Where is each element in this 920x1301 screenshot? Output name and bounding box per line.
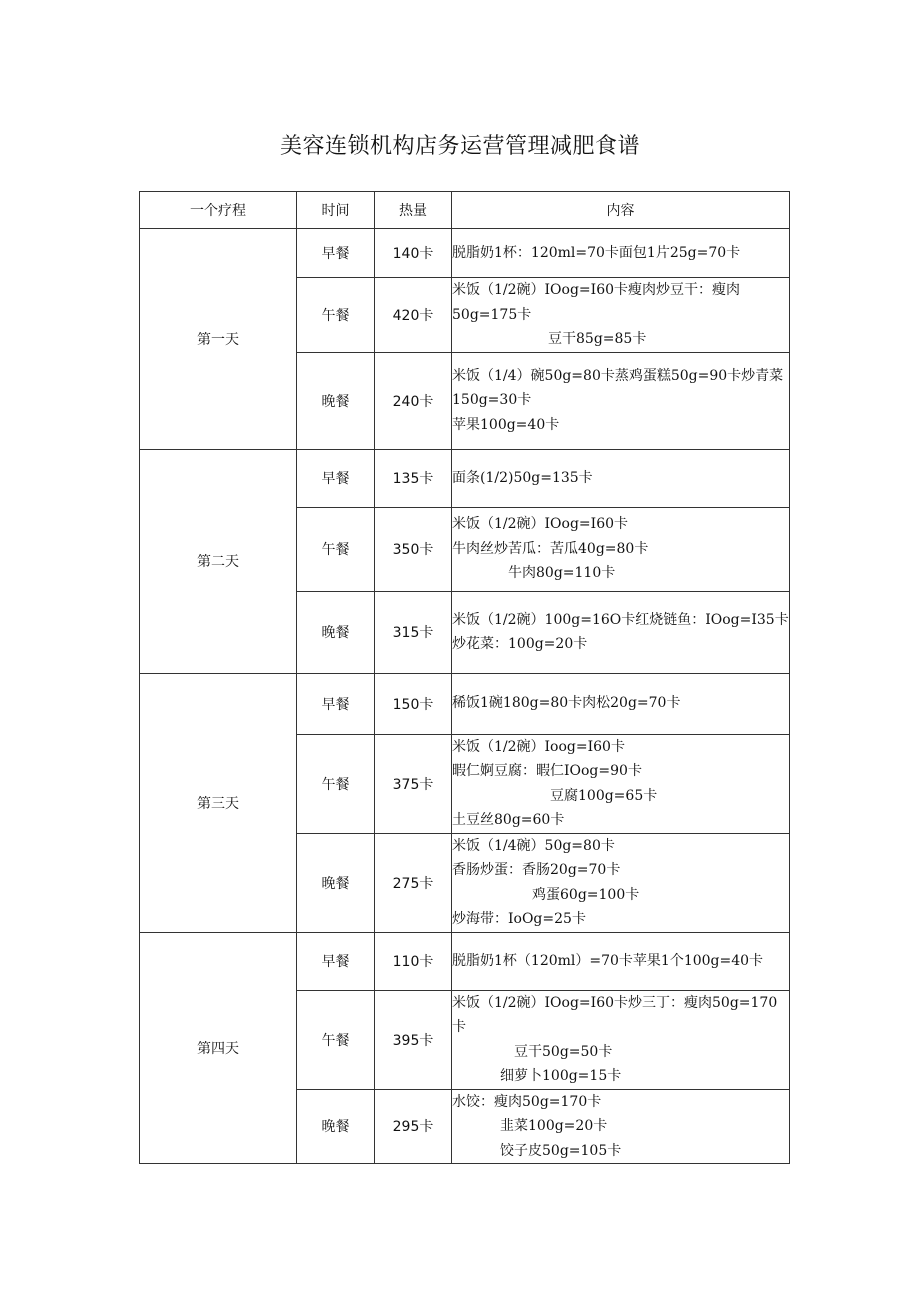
content-line: 米饭（1/2碗）IOog=I60卡瘦肉炒豆干：瘦肉50g=175卡 [452,282,741,323]
diet-table [139,191,790,1164]
content-line: 炒海带：IoOg=25卡 [452,911,586,927]
header-calories: 热量 [375,192,452,229]
meal-content [452,990,790,1089]
content-line: 牛肉80g=110卡 [508,565,616,582]
content-line: 香肠炒蛋：香肠20g=70卡 [452,862,621,878]
calorie-value: 350卡 [375,507,452,591]
day-label: 第二天 [140,449,297,673]
content-line: 水饺：瘦肉50g=170卡 [452,1093,602,1110]
meal-label: 早餐 [297,673,375,734]
meal-content [452,352,790,449]
meal-label: 晚餐 [297,352,375,449]
meal-content [452,673,790,734]
meal-label: 早餐 [297,449,375,507]
content-line: 土豆丝80g=60卡 [452,812,565,828]
meal-content [452,507,790,591]
content-line: 鸡蛋60g=100卡 [532,886,640,903]
content-line: 米饭（1/2碗）IOog=I60卡炒三丁：瘦肉50g=170卡 [452,994,778,1035]
table-row [140,449,790,507]
meal-label: 晚餐 [297,833,375,932]
page-title: 美容连锁机构店务运营管理减肥食谱 [279,134,640,159]
content-line: 牛肉丝炒苦瓜：苦瓜40g=80卡 [452,540,649,557]
calorie-value: 295卡 [375,1089,452,1164]
calorie-value: 110卡 [375,932,452,990]
meal-label: 早餐 [297,932,375,990]
table-row [140,229,790,278]
calorie-value: 135卡 [375,449,452,507]
header-time: 时间 [297,192,375,229]
calorie-value: 395卡 [375,990,452,1089]
content-line: 豆干85g=85卡 [548,331,647,347]
meal-label: 午餐 [297,278,375,353]
content-line: 脱脂奶1杯：120ml=70卡面包1片25g=70卡 [452,244,741,261]
calorie-value: 140卡 [375,229,452,278]
day-label: 第三天 [140,673,297,932]
table-row [140,673,790,734]
calorie-value: 420卡 [375,278,452,353]
content-line: 豆腐100g=65卡 [550,787,658,804]
meal-label: 晚餐 [297,1089,375,1164]
content-line: 韭菜100g=20卡 [500,1118,608,1134]
content-line: 米饭（1/2碗）Ioog=I60卡 [452,738,625,755]
content-line: 炒花菜：100g=20卡 [452,636,588,652]
content-line: 豆干50g=50卡 [514,1043,613,1060]
day-label: 第一天 [140,229,297,450]
meal-label: 早餐 [297,229,375,278]
meal-label: 午餐 [297,734,375,833]
content-line: 细萝卜100g=15卡 [500,1068,622,1084]
meal-label: 午餐 [297,507,375,591]
calorie-value: 375卡 [375,734,452,833]
content-line: 米饭（1/4碗）50g=80卡 [452,837,615,854]
calorie-value: 240卡 [375,352,452,449]
day-label: 第四天 [140,932,297,1164]
content-line: 苹果100g=40卡 [452,416,560,433]
meal-label: 晚餐 [297,591,375,673]
meal-content [452,932,790,990]
meal-content [452,833,790,932]
content-line: 暇仁婀豆腐：暇仁IOog=90卡 [452,763,642,779]
meal-label: 午餐 [297,990,375,1089]
calorie-value: 275卡 [375,833,452,932]
meal-content [452,278,790,353]
content-line: 稀饭1碗180g=80卡肉松20g=70卡 [452,695,681,712]
calorie-value: 150卡 [375,673,452,734]
meal-content [452,1089,790,1164]
meal-content [452,591,790,673]
table-row [140,932,790,990]
content-line: 脱脂奶1杯（120ml）=70卡苹果1个100g=40卡 [452,952,764,969]
meal-content [452,734,790,833]
header-row [140,192,790,229]
calorie-value: 315卡 [375,591,452,673]
content-line: 米饭（1/4）碗50g=80卡蒸鸡蛋糕50g=90卡炒青菜150g=30卡 [452,367,784,409]
content-line: 米饭（1/2碗）IOog=I60卡 [452,516,629,533]
header-content: 内容 [452,192,790,229]
content-line: 面条(1/2)50g=135卡 [452,469,593,486]
content-line: 米饭（1/2碗）100g=16O卡红烧链鱼：IOog=I35卡 [452,611,789,628]
meal-content [452,449,790,507]
header-course: 一个疗程 [140,192,297,229]
content-line: 饺子皮50g=105卡 [500,1142,622,1159]
meal-content [452,229,790,278]
